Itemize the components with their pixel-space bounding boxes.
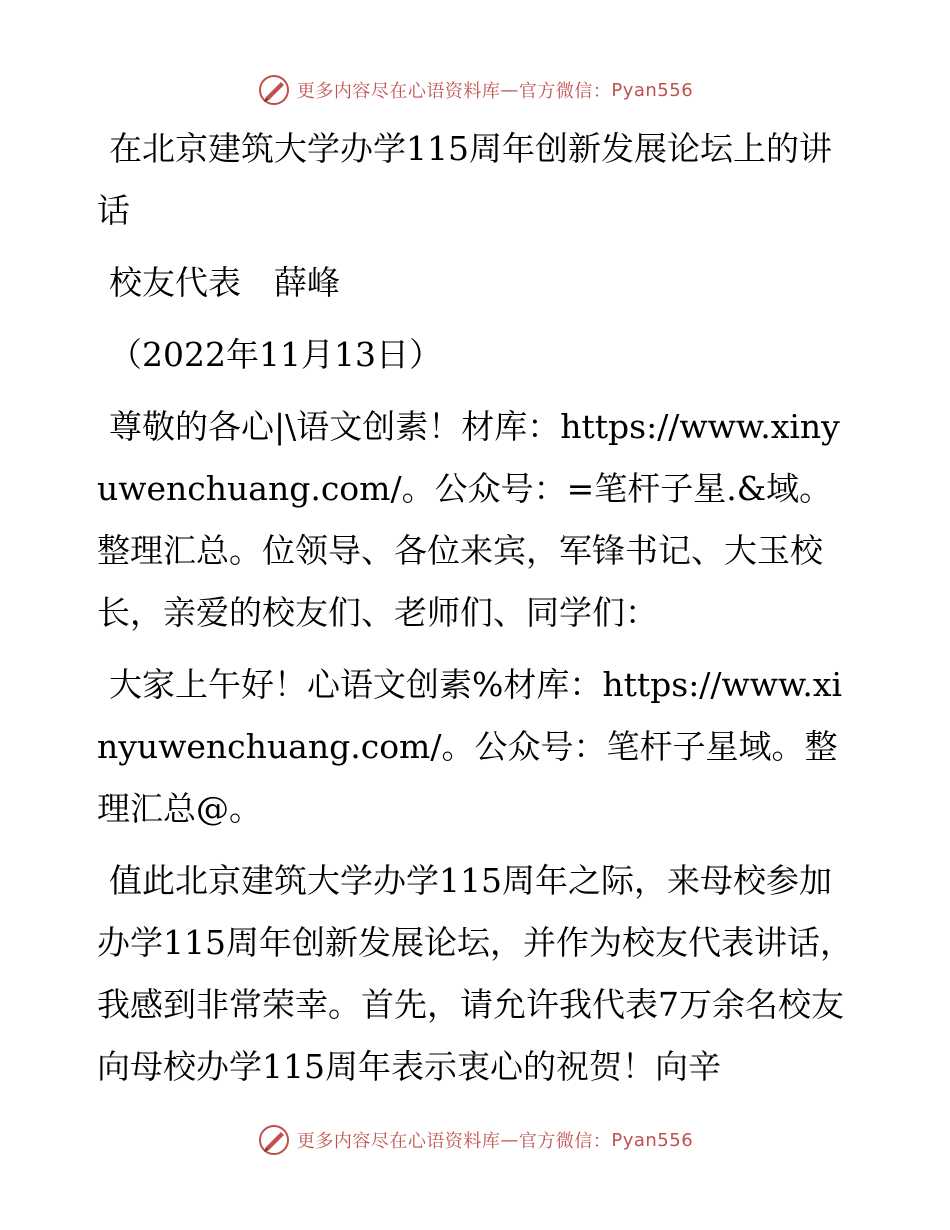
document-title: 在北京建筑大学办学115周年创新发展论坛上的讲话 (97, 129, 832, 230)
banner-wechat-id: Pyan556 (611, 79, 694, 101)
document-date: （2022年11月13日） (109, 335, 442, 374)
paragraph-body: 值此北京建筑大学办学115周年之际，来母校参加办学115周年创新发展论坛，并作为校友代表讲话，我感到非常荣幸。首先，请允许我代表7万余名校友向母校办学115周年表示衷心的祝贺！向辛 (97, 861, 853, 1086)
pen-logo-icon (257, 73, 291, 107)
banner-text: 更多内容尽在心语资料库 (296, 1131, 501, 1152)
banner-official-label: 官方微信： (518, 1131, 612, 1152)
pen-logo-icon (257, 1123, 291, 1157)
document-body (97, 118, 857, 1108)
paragraph-hello: 大家上午好！心语文创素%材库：https://www.xinyuwenchuang.com/。公众号：笔杆子星域。整理汇总@。 (97, 665, 843, 828)
banner-separator: — (500, 79, 519, 101)
banner-text: 更多内容尽在心语资料库 (296, 81, 501, 102)
footer-watermark-banner (0, 1120, 950, 1160)
banner-official-label: 官方微信： (518, 81, 612, 102)
banner-wechat-id: Pyan556 (611, 1129, 694, 1151)
document-author: 校友代表 薛峰 (109, 263, 340, 302)
banner-separator: — (500, 1129, 519, 1151)
paragraph-greeting: 尊敬的各心|\语文创素！材库：https://www.xinyuwenchuang.com/。公众号：=笔杆子星.&域。整理汇总。位领导、各位来宾，军锋书记、大玉校长，亲爱的校友们、老师们、同学们： (97, 407, 840, 632)
header-watermark-banner (0, 70, 950, 110)
